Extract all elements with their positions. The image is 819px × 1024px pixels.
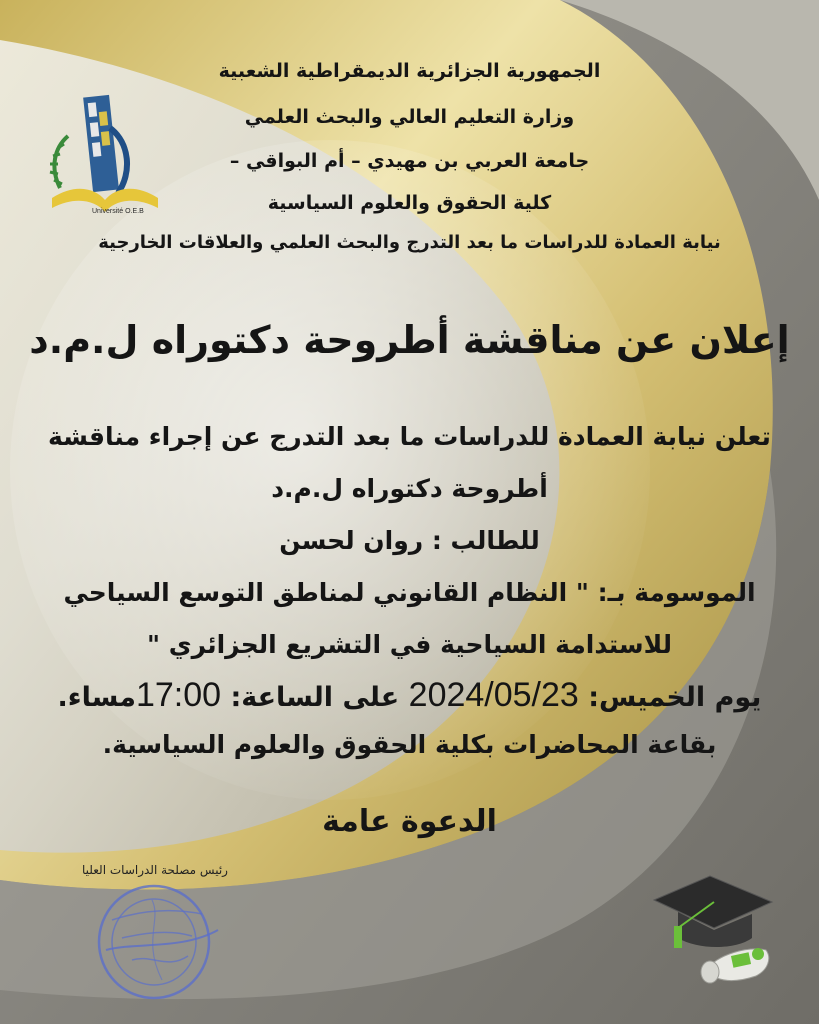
announcement-line-1: تعلن نيابة العمادة للدراسات ما بعد التدرج عن إجراء مناقشة (48, 422, 771, 451)
thesis-title-line-1: الموسومة بـ: " النظام القانوني لمناطق التوسع السياحي (63, 578, 756, 607)
header-vice-deanship: نيابة العمادة للدراسات ما بعد التدرج والبحث العلمي والعلاقات الخارجية (98, 232, 721, 253)
student-name: روان لحسن (279, 526, 424, 555)
day-label: يوم الخميس: (588, 682, 762, 713)
date-time-line (0, 676, 819, 715)
header-republic: الجمهورية الجزائرية الديمقراطية الشعبية (218, 60, 601, 82)
venue-line: بقاعة المحاضرات بكلية الحقوق والعلوم السياسية. (102, 730, 717, 759)
logo-caption: Université O.E.B (92, 208, 144, 215)
header-university: جامعة العربي بن مهيدي – أم البواقي – (229, 150, 590, 172)
student-label: للطالب : (431, 526, 540, 555)
public-invitation: الدعوة عامة (322, 804, 497, 839)
time-label: على الساعة: (230, 682, 400, 713)
signature-title: رئيس مصلحة الدراسات العليا (82, 863, 228, 877)
thesis-title-line-2: للاستدامة السياحية في التشريع الجزائري " (147, 630, 672, 659)
page-title: إعلان عن مناقشة أطروحة دكتوراه ل.م.د (29, 318, 790, 362)
student-line (0, 526, 819, 555)
official-stamp (92, 880, 222, 1005)
announcement-line-2: أطروحة دكتوراه ل.م.د (271, 474, 548, 503)
header-ministry: وزارة التعليم العالي والبحث العلمي (244, 106, 575, 128)
graduation-cap-icon (648, 858, 778, 998)
time-suffix: مساء. (57, 682, 136, 713)
defense-date: 2024/05/23 (408, 676, 579, 714)
diploma-scroll-icon (701, 948, 769, 983)
header-faculty: كلية الحقوق والعلوم السياسية (267, 192, 552, 214)
defense-time: 17:00 (135, 676, 222, 714)
